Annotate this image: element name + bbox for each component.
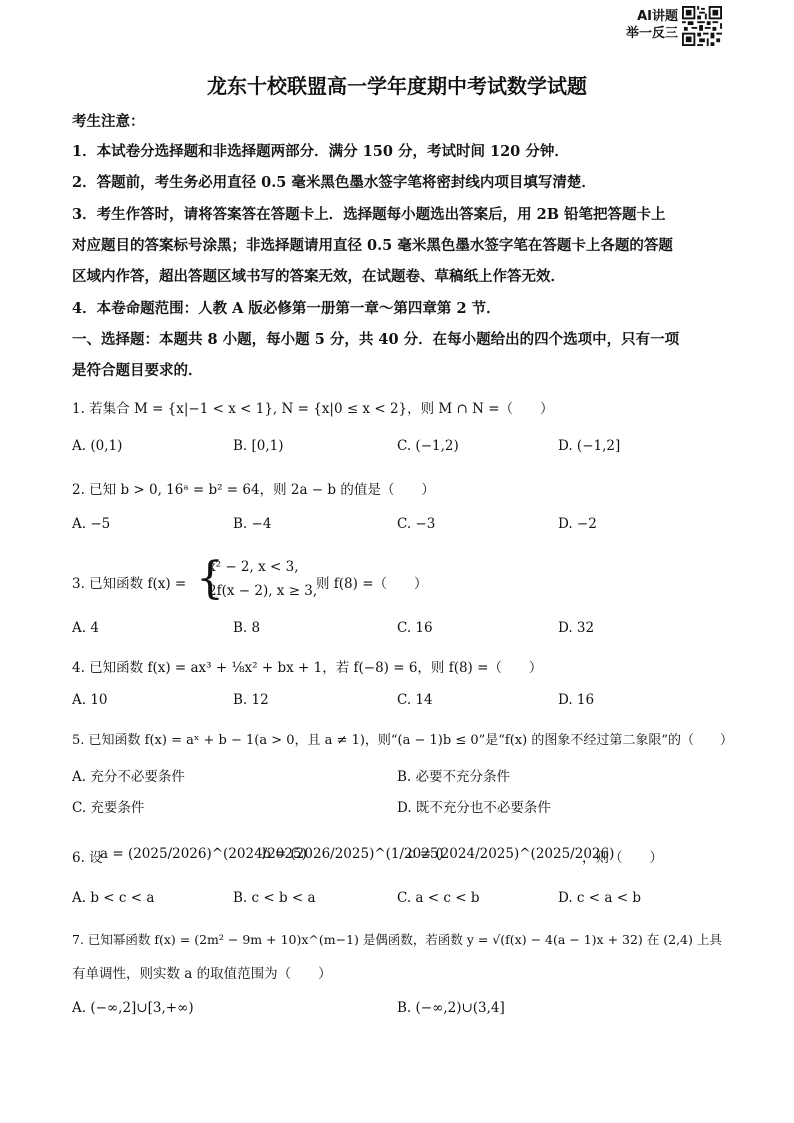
question-3-stem-suffix: 则 f(8) =（ ）	[316, 576, 428, 592]
qr-code-icon[interactable]	[682, 6, 722, 46]
question-6-b-expr: b = (2026/2025)^(1/2025)	[262, 846, 444, 862]
question-2-option-d[interactable]: D. −2	[558, 516, 597, 532]
question-2-option-c[interactable]: C. −3	[397, 516, 436, 532]
notice-item-3-line-2: 对应题目的答案标号涂黑；非选择题请用直径 0.5 毫米黑色墨水签字笔在答题卡上各题的答题	[72, 237, 673, 254]
question-5-stem: 5. 已知函数 f(x) = aˣ + b − 1(a > 0，且 a ≠ 1)，则“(a − 1)b ≤ 0”是“f(x) 的图象不经过第二象限”的（ ）	[72, 733, 733, 748]
question-6-c-expr: c = (2024/2025)^(2025/2026)	[408, 846, 615, 862]
notice-item-3-line-3: 区域内作答，超出答题区域书写的答案无效，在试题卷、草稿纸上作答无效．	[72, 268, 565, 285]
section-heading-line-1: 一、选择题：本题共 8 小题，每小题 5 分，共 40 分．在每小题给出的四个选项中，只有一项	[72, 331, 680, 348]
question-5-option-d[interactable]: D. 既不充分也不必要条件	[397, 800, 551, 816]
question-1-option-c[interactable]: C. (−1,2)	[397, 438, 459, 454]
notice-item-1: 1．本试卷分选择题和非选择题两部分．满分 150 分，考试时间 120 分钟．	[72, 143, 569, 160]
section-heading-line-2: 是符合题目要求的．	[72, 362, 203, 379]
question-7-stem-line-2: 有单调性，则实数 a 的取值范围为（ ）	[72, 966, 332, 982]
question-6-a-expr: a = (2025/2026)^(2024/2025)	[100, 846, 307, 862]
question-2-stem: 2. 已知 b > 0, 16ᵃ = b² = 64，则 2a − b 的值是（ ）	[72, 482, 435, 498]
question-5-option-b[interactable]: B. 必要不充分条件	[397, 769, 511, 785]
question-4-option-c[interactable]: C. 14	[397, 692, 433, 708]
question-6-stem-prefix: 6. 设	[72, 850, 103, 866]
question-2-option-a[interactable]: A. −5	[72, 516, 111, 532]
notice-item-4: 4．本卷命题范围：人教 A 版必修第一册第一章～第四章第 2 节．	[72, 300, 501, 317]
question-6-option-d[interactable]: D. c < a < b	[558, 890, 641, 906]
page-title: 龙东十校联盟高一学年度期中考试数学试题	[207, 74, 587, 98]
question-5-option-a[interactable]: A. 充分不必要条件	[72, 769, 185, 785]
ai-badge[interactable]	[612, 6, 724, 46]
question-3-option-c[interactable]: C. 16	[397, 620, 433, 636]
question-5-option-c[interactable]: C. 充要条件	[72, 800, 145, 816]
question-2-option-b[interactable]: B. −4	[233, 516, 272, 532]
question-6-option-a[interactable]: A. b < c < a	[72, 890, 155, 906]
question-3-case-2: 2f(x − 2), x ≥ 3,	[208, 583, 318, 599]
notice-item-2: 2．答题前，考生务必用直径 0.5 毫米黑色墨水签字笔将密封线内项目填写清楚．	[72, 174, 596, 191]
badge-text: AI讲题 举一反三	[625, 9, 678, 41]
left-brace: {	[196, 553, 224, 604]
question-3-option-b[interactable]: B. 8	[233, 620, 261, 636]
question-7-stem-line-1: 7. 已知幂函数 f(x) = (2m² − 9m + 10)x^(m−1) 是偶函数，若函数 y = √(f(x) − 4(a − 1)x + 32) 在 (2,4) 上具	[72, 932, 722, 947]
question-3-option-d[interactable]: D. 32	[558, 620, 595, 636]
question-1-option-b[interactable]: B. [0,1)	[233, 438, 284, 454]
notice-item-3-line-1: 3．考生作答时，请将答案答在答题卡上．选择题每小题选出答案后，用 2B 铅笔把答题卡上	[72, 206, 666, 223]
question-7-option-b[interactable]: B. (−∞,2)∪(3,4]	[397, 1000, 505, 1016]
question-4-option-b[interactable]: B. 12	[233, 692, 269, 708]
question-4-option-a[interactable]: A. 10	[72, 692, 108, 708]
question-6-option-b[interactable]: B. c < b < a	[233, 890, 316, 906]
question-4-stem: 4. 已知函数 f(x) = ax³ + ⅛x² + bx + 1，若 f(−8) = 6，则 f(8) =（ ）	[72, 660, 543, 676]
question-3-option-a[interactable]: A. 4	[72, 620, 99, 636]
question-6-stem-suffix: ，则（ ）	[582, 850, 663, 866]
question-3-stem-prefix: 3. 已知函数 f(x) =	[72, 576, 187, 592]
question-1-option-a[interactable]: A. (0,1)	[72, 438, 123, 454]
notice-heading: 考生注意：	[72, 113, 145, 130]
question-1-stem: 1. 若集合 M = {x|−1 < x < 1}, N = {x|0 ≤ x < 2}，则 M ∩ N =（ ）	[72, 401, 554, 417]
question-4-option-d[interactable]: D. 16	[558, 692, 595, 708]
question-1-option-d[interactable]: D. (−1,2]	[558, 438, 621, 454]
question-6-option-c[interactable]: C. a < c < b	[397, 890, 480, 906]
question-3-case-1: x² − 2, x < 3,	[208, 559, 299, 575]
question-7-option-a[interactable]: A. (−∞,2]∪[3,+∞)	[72, 1000, 194, 1016]
